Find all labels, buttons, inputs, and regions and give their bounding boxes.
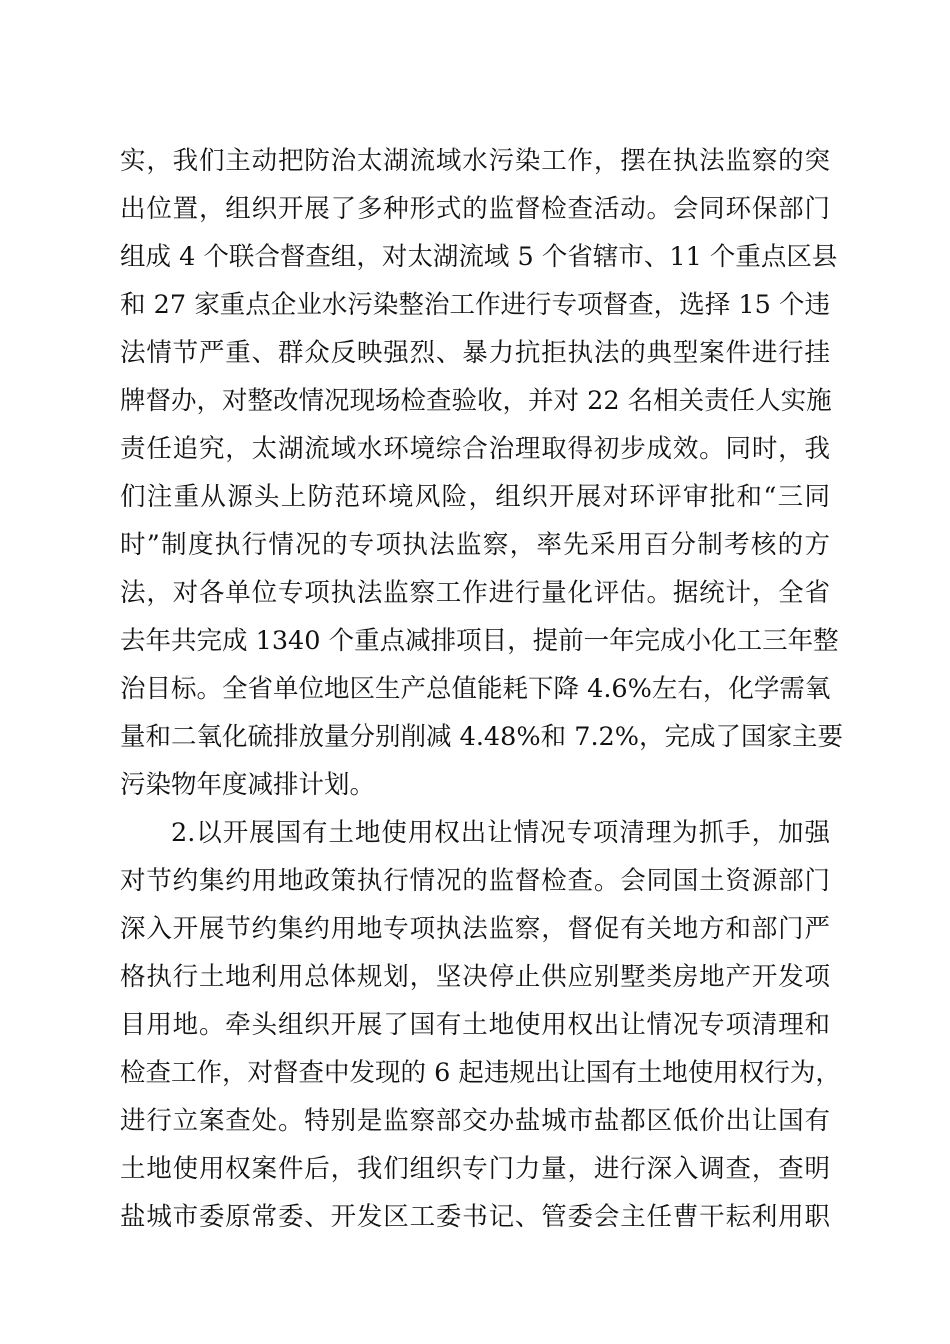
text-line: 污染物年度减排计划。 — [120, 770, 376, 800]
text-line: 检查工作，对督查中发现的 6 起违规出让国有土地使用权行为， — [120, 1058, 841, 1088]
text-line: 格执行土地利用总体规划，坚决停止供应别墅类房地产开发项 — [120, 962, 830, 992]
text-line: 进行立案查处。特别是监察部交办盐城市盐都区低价出让国有 — [120, 1106, 830, 1136]
text-line: 组成 4 个联合督查组，对太湖流域 5 个省辖市、11 个重点区县 — [120, 242, 838, 272]
text-line: 法，对各单位专项执法监察工作进行量化评估。据统计，全省 — [120, 578, 830, 608]
text-line: 深入开展节约集约用地专项执法监察，督促有关地方和部门严 — [120, 914, 830, 944]
text-line: 时”制度执行情况的专项执法监察，率先采用百分制考核的方 — [120, 530, 830, 560]
text-line: 去年共完成 1340 个重点减排项目，提前一年完成小化工三年整 — [120, 626, 839, 656]
text-line: 牌督办，对整改情况现场检查验收，并对 22 名相关责任人实施 — [120, 386, 832, 416]
text-line: 法情节严重、群众反映强烈、暴力抗拒执法的典型案件进行挂 — [120, 338, 830, 368]
text-line: 盐城市委原常委、开发区工委书记、管委会主任曹干耘利用职 — [120, 1202, 830, 1232]
text-line: 实，我们主动把防治太湖流域水污染工作，摆在执法监察的突 — [120, 146, 830, 176]
text-line: 出位置，组织开展了多种形式的监督检查活动。会同环保部门 — [120, 194, 830, 224]
text-line: 土地使用权案件后，我们组织专门力量，进行深入调查，查明 — [120, 1154, 830, 1184]
text-line: 目用地。牵头组织开展了国有土地使用权出让情况专项清理和 — [120, 1010, 830, 1040]
paragraph-heading-line: 2.以开展国有土地使用权出让情况专项清理为抓手，加强 — [171, 818, 830, 848]
text-line: 量和二氧化硫排放量分别削减 4.48%和 7.2%，完成了国家主要 — [120, 722, 844, 752]
text-line: 对节约集约用地政策执行情况的监督检查。会同国土资源部门 — [120, 866, 830, 896]
text-line: 和 27 家重点企业水污染整治工作进行专项督查，选择 15 个违 — [120, 290, 830, 320]
text-line: 们注重从源头上防范环境风险，组织开展对环评审批和“三同 — [120, 482, 830, 512]
text-line: 责任追究，太湖流域水环境综合治理取得初步成效。同时，我 — [120, 434, 830, 464]
text-line: 治目标。全省单位地区生产总值能耗下降 4.6%左右，化学需氧 — [120, 674, 831, 704]
